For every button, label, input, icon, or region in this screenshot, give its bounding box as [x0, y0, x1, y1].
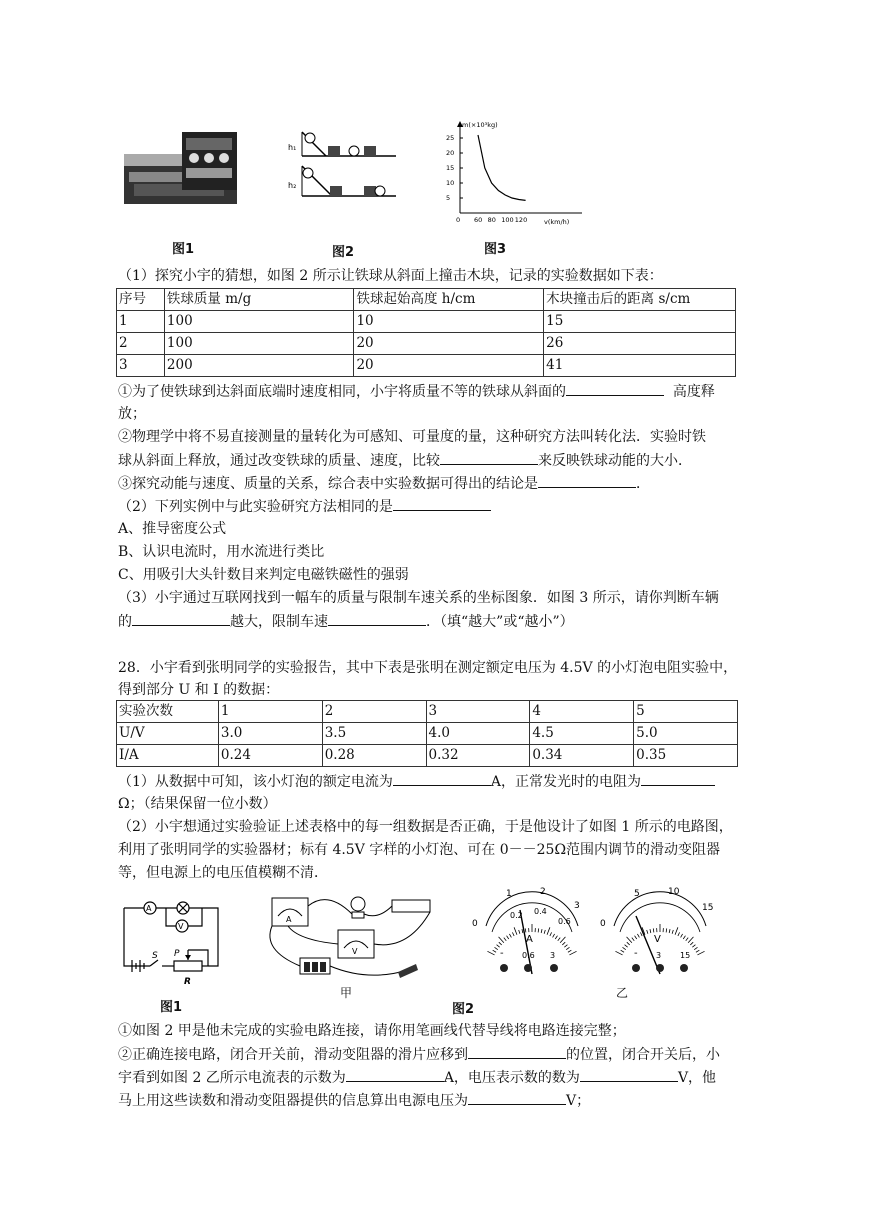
meter-tick-mark: [672, 930, 673, 934]
voltmeter-terminal-label: -: [634, 948, 638, 959]
figure-3-caption: 图3: [484, 242, 507, 257]
ammeter-scale-label: 0.6: [558, 917, 571, 926]
meter-tick-mark: [675, 927, 678, 934]
table-cell: 20: [354, 333, 544, 355]
voltmeter-dial: [598, 884, 722, 984]
table-cell: 200: [164, 355, 354, 377]
ammeter-terminal-label: 0.6: [522, 951, 535, 960]
meter-tick-mark: [688, 937, 693, 943]
meter-tick-mark: [499, 942, 502, 945]
answer-blank[interactable]: [328, 611, 426, 626]
table-cell: 100: [164, 311, 354, 333]
table-header-row: [117, 289, 736, 311]
q28-intro: 28．小宇看到张明同学的实验报告，其中下表是张明在测定额定电压为 4.5V 的小灯泡电阻实验中，: [118, 660, 738, 676]
meter-tick-mark: [647, 930, 648, 934]
table-cell: 0.28: [322, 745, 426, 767]
q27-statement-3: [118, 473, 650, 494]
fig2-caption: 图2: [452, 1002, 475, 1017]
meter-tick-mark: [615, 951, 622, 955]
answer-blank[interactable]: [538, 473, 636, 488]
figure-2-incline-diagram: [288, 128, 398, 208]
q28-intro-cont: 得到部分 U 和 I 的数据：: [118, 682, 280, 698]
q27-part2: [118, 496, 491, 517]
q28-data-table: [116, 700, 738, 767]
text: ③探究动能与速度、质量的关系，综合表中实验数据可得出的结论是: [118, 476, 538, 492]
q27-part1-intro: （1）探究小宇的猜想，如图 2 所示让铁球从斜面上撞击木块，记录的实验数据如下表：: [118, 268, 663, 284]
meter-tick-mark: [637, 934, 639, 937]
answer-blank[interactable]: [468, 1090, 566, 1105]
text: A，电压表示数的数为: [443, 1070, 580, 1086]
ammeter-terminal-label: -: [500, 948, 504, 959]
ammeter-scale-label: 0.4: [534, 907, 547, 916]
figure-1-photo: [124, 124, 237, 204]
text: 来反映铁球动能的大小．: [538, 453, 692, 469]
meter-tick-mark: [553, 934, 555, 937]
meter-tick-mark: [497, 945, 500, 948]
meter-tick-mark: [562, 942, 565, 945]
table-header-row: [117, 701, 738, 723]
circuit-fig1-caption: 图1: [160, 1000, 183, 1015]
fig3-y-axis-label: m(×10³kg): [462, 121, 498, 129]
q28-question-1-cont: Ω；（结果保留一位小数）: [118, 796, 277, 812]
answer-blank[interactable]: [580, 1067, 678, 1082]
fig2-h1-label: h₁: [288, 143, 297, 152]
meter-tick-mark: [681, 934, 683, 937]
text: 高度释: [672, 384, 715, 400]
meter-tick-mark: [627, 937, 632, 943]
q28-statement-2: [118, 1044, 720, 1065]
answer-blank[interactable]: [132, 611, 230, 626]
meter-tick-mark: [547, 927, 550, 934]
answer-blank[interactable]: [468, 1044, 566, 1059]
table-header-cell: 1: [218, 701, 322, 723]
text: 球从斜面上释放，通过改变铁球的质量、速度，比较: [118, 453, 440, 469]
voltmeter-terminal-label: 3: [656, 951, 662, 960]
table-cell: U/V: [117, 723, 219, 745]
circuit-ammeter-label: A: [146, 904, 152, 913]
text: ①为了使铁球到达斜面底端时速度相同，小宇将质量不等的铁球从斜面的: [118, 384, 566, 400]
meter-tick-mark: [635, 936, 637, 939]
label-yi: 乙: [616, 986, 629, 1000]
q28-question-1: [118, 771, 715, 792]
meter-tick-mark: [525, 928, 526, 932]
meter-tick-mark: [522, 929, 523, 933]
meter-tick-mark: [669, 929, 670, 933]
meter-tick-mark: [555, 936, 557, 939]
answer-blank[interactable]: [440, 450, 538, 465]
meter-tick-mark: [621, 950, 624, 952]
ammeter-letter: A: [526, 934, 533, 945]
table-cell: 3.5: [322, 723, 426, 745]
meter-tick-mark: [558, 938, 560, 941]
meter-tick-mark: [493, 950, 496, 952]
circuit-switch-label: S: [152, 951, 158, 961]
table-row: [117, 311, 736, 333]
table-header-cell: 铁球起始高度 h/cm: [354, 289, 544, 311]
meter-tick-mark: [514, 927, 517, 934]
table-header-cell: 实验次数: [117, 701, 219, 723]
meter-tick-mark: [692, 945, 695, 948]
q27-statement-2-cont: [118, 450, 692, 471]
table-header-cell: 2: [322, 701, 426, 723]
q28-statement-2-cont: [118, 1067, 716, 1088]
answer-blank[interactable]: [393, 496, 491, 511]
answer-blank[interactable]: [566, 381, 664, 396]
meter-tick-mark: [499, 937, 504, 943]
table-header-cell: 铁球质量 m/g: [164, 289, 354, 311]
apparatus-ammeter-label: A: [286, 915, 292, 924]
ammeter-scale-label: 0: [472, 919, 478, 929]
table-row: [117, 355, 736, 377]
meter-tick-mark: [504, 938, 506, 941]
voltmeter-scale-label: 0: [600, 919, 606, 929]
table-cell: 0.34: [530, 745, 634, 767]
circuit-slider-label: P: [174, 949, 180, 959]
meter-tick-mark: [566, 947, 569, 949]
circuit-diagram: [110, 898, 230, 990]
table-cell: 0.24: [218, 745, 322, 767]
table-header-cell: 3: [426, 701, 530, 723]
voltmeter-terminal-label: 15: [680, 951, 691, 960]
table-cell: 41: [544, 355, 736, 377]
q27-statement-1: [118, 381, 715, 402]
meter-tick-mark: [627, 942, 630, 945]
fig3-x-axis-label: v(km/h): [544, 218, 570, 226]
text: （2）下列实例中与此实验研究方法相同的是: [118, 499, 393, 515]
meter-tick-mark: [623, 947, 626, 949]
meter-tick-mark: [683, 936, 685, 939]
meter-tick-mark: [640, 932, 642, 936]
table-cell: I/A: [117, 745, 219, 767]
q27-part3-cont: [118, 611, 574, 632]
apparatus-diagram: [258, 890, 438, 986]
meter-tick-mark: [550, 932, 552, 936]
ammeter-scale-label: 1: [506, 889, 512, 899]
meter-tick-mark: [568, 950, 571, 952]
table-cell: 3: [117, 355, 165, 377]
table-cell: 5.0: [634, 723, 738, 745]
ammeter-scale-label: 2: [540, 887, 546, 897]
q28-statement-2-cont2: [118, 1090, 590, 1111]
meter-tick-mark: [569, 951, 576, 955]
table-cell: 10: [354, 311, 544, 333]
table-cell: 100: [164, 333, 354, 355]
voltmeter-scale-label: 10: [668, 887, 680, 897]
q27-data-table: [116, 288, 736, 377]
table-header-cell: 4: [530, 701, 634, 723]
table-cell: 0.35: [634, 745, 738, 767]
meter-tick-mark: [694, 947, 697, 949]
q27-statement-1-cont: 放；: [118, 406, 146, 422]
text: ．（填“越大”或“越小”）: [426, 614, 574, 630]
text: 越大，限制车速: [230, 614, 328, 630]
text: V，他: [677, 1070, 717, 1086]
meter-tick-mark: [495, 947, 498, 949]
q28-question-2-cont1: 利用了张明同学的实验器材；标有 4.5V 字样的小灯泡、可在 0－－25Ω范围内调节的滑动变阻器: [118, 842, 721, 858]
fig3-x-tick-label: 100: [501, 216, 514, 224]
fig3-y-tick-label: 15: [446, 164, 455, 172]
fig3-x-tick-label: 0: [456, 216, 461, 224]
voltmeter-scale-label: 15: [702, 903, 714, 913]
table-header-cell: 木块撞击后的距离 s/cm: [544, 289, 736, 311]
meter-tick-mark: [519, 930, 520, 934]
meter-tick-mark: [650, 929, 651, 933]
text: 的: [118, 614, 132, 630]
ammeter-scale-label: 3: [574, 901, 580, 911]
text: （1）从数据中可知，该小灯泡的额定电流为: [118, 774, 393, 790]
meter-tick-mark: [507, 936, 509, 939]
meter-tick-mark: [564, 945, 567, 948]
table-cell: 0.32: [426, 745, 530, 767]
q27-part3: （3）小宇通过互联网找到一幅车的质量与限制车速关系的坐标图象．如图 3 所示，请你判断车辆: [118, 590, 719, 606]
table-cell: 26: [544, 333, 736, 355]
meter-tick-mark: [541, 929, 542, 933]
label-jia: 甲: [340, 986, 353, 1000]
voltmeter-letter: V: [654, 934, 661, 945]
meter-tick-mark: [560, 937, 565, 943]
table-header-cell: 序号: [117, 289, 165, 311]
meter-tick-mark: [666, 928, 667, 932]
text: A，正常发光时的电阻为: [490, 774, 642, 790]
meter-tick-mark: [697, 951, 704, 955]
meter-tick-mark: [696, 950, 699, 952]
table-cell: 20: [354, 355, 544, 377]
fig3-curve: [478, 135, 526, 200]
meter-tick-mark: [538, 928, 539, 932]
circuit-rheostat-label: R: [184, 977, 191, 987]
figure-2-caption: 图2: [332, 245, 355, 260]
answer-blank[interactable]: [641, 771, 715, 786]
table-cell: 3.0: [218, 723, 322, 745]
table-cell: 2: [117, 333, 165, 355]
ammeter-dial: [470, 884, 594, 984]
option-a: A、推导密度公式: [118, 521, 227, 537]
q27-statement-2: ②物理学中将不易直接测量的量转化为可感知、可量度的量，这种研究方法叫转化法．实验时铁: [118, 429, 706, 445]
table-cell: 1: [117, 311, 165, 333]
meter-tick-mark: [509, 934, 511, 937]
option-c: C、用吸引大头针数目来判定电磁铁磁性的强弱: [118, 567, 409, 583]
circuit-voltmeter-label: V: [178, 922, 184, 931]
fig3-y-tick-label: 5: [446, 194, 451, 202]
fig3-y-tick-label: 20: [446, 149, 455, 157]
answer-blank[interactable]: [393, 771, 491, 786]
text: ．: [636, 476, 650, 492]
apparatus-voltmeter-label: V: [352, 947, 358, 956]
q28-question-2-cont2: 等，但电源上的电压值模糊不清．: [118, 865, 328, 881]
answer-blank[interactable]: [346, 1067, 444, 1082]
meter-tick-mark: [512, 932, 514, 936]
meter-tick-mark: [632, 938, 634, 941]
q28-statement-1: ①如图 2 甲是他未完成的实验电路连接，请你用笔画线代替导线将电路连接完整；: [118, 1023, 626, 1039]
table-cell: 4.0: [426, 723, 530, 745]
ammeter-scale-label: 0.2: [510, 911, 523, 920]
fig3-x-tick-label: 80: [487, 216, 496, 224]
option-b: B、认识电流时，用水流进行类比: [118, 544, 325, 560]
meter-tick-mark: [487, 951, 494, 955]
meter-tick-mark: [544, 930, 545, 934]
meter-tick-mark: [690, 942, 693, 945]
figure-1-caption: 图1: [172, 242, 195, 257]
table-cell: 4.5: [530, 723, 634, 745]
text: 的位置，闭合开关后，小: [566, 1047, 720, 1063]
meter-tick-mark: [686, 938, 688, 941]
text: V；: [566, 1093, 591, 1109]
figure-3-mass-speed-chart: [440, 118, 585, 228]
table-row: [117, 333, 736, 355]
meter-tick-mark: [625, 945, 628, 948]
ammeter-terminal-label: 3: [550, 951, 556, 960]
fig3-y-tick-label: 10: [446, 179, 455, 187]
fig3-x-tick-label: 60: [474, 216, 483, 224]
text: ②正确连接电路，闭合开关前，滑动变阻器的滑片应移到: [118, 1047, 468, 1063]
table-cell: 15: [544, 311, 736, 333]
table-row: [117, 723, 738, 745]
text: 马上用这些读数和滑动变阻器提供的信息算出电源电压为: [118, 1093, 468, 1109]
fig3-y-tick-label: 25: [446, 134, 455, 142]
meter-tick-mark: [653, 928, 654, 932]
fig3-x-tick-label: 120: [514, 216, 528, 224]
voltmeter-scale-label: 5: [634, 889, 640, 899]
meter-tick-mark: [678, 932, 680, 936]
table-header-cell: 5: [634, 701, 738, 723]
fig2-h2-label: h₂: [288, 181, 297, 190]
table-row: [117, 745, 738, 767]
q28-question-2: （2）小宇想通过实验验证上述表格中的每一组数据是否正确，于是他设计了如图 1 所示的电路图，: [118, 819, 733, 835]
text: 宇看到如图 2 乙所示电流表的示数为: [118, 1070, 346, 1086]
